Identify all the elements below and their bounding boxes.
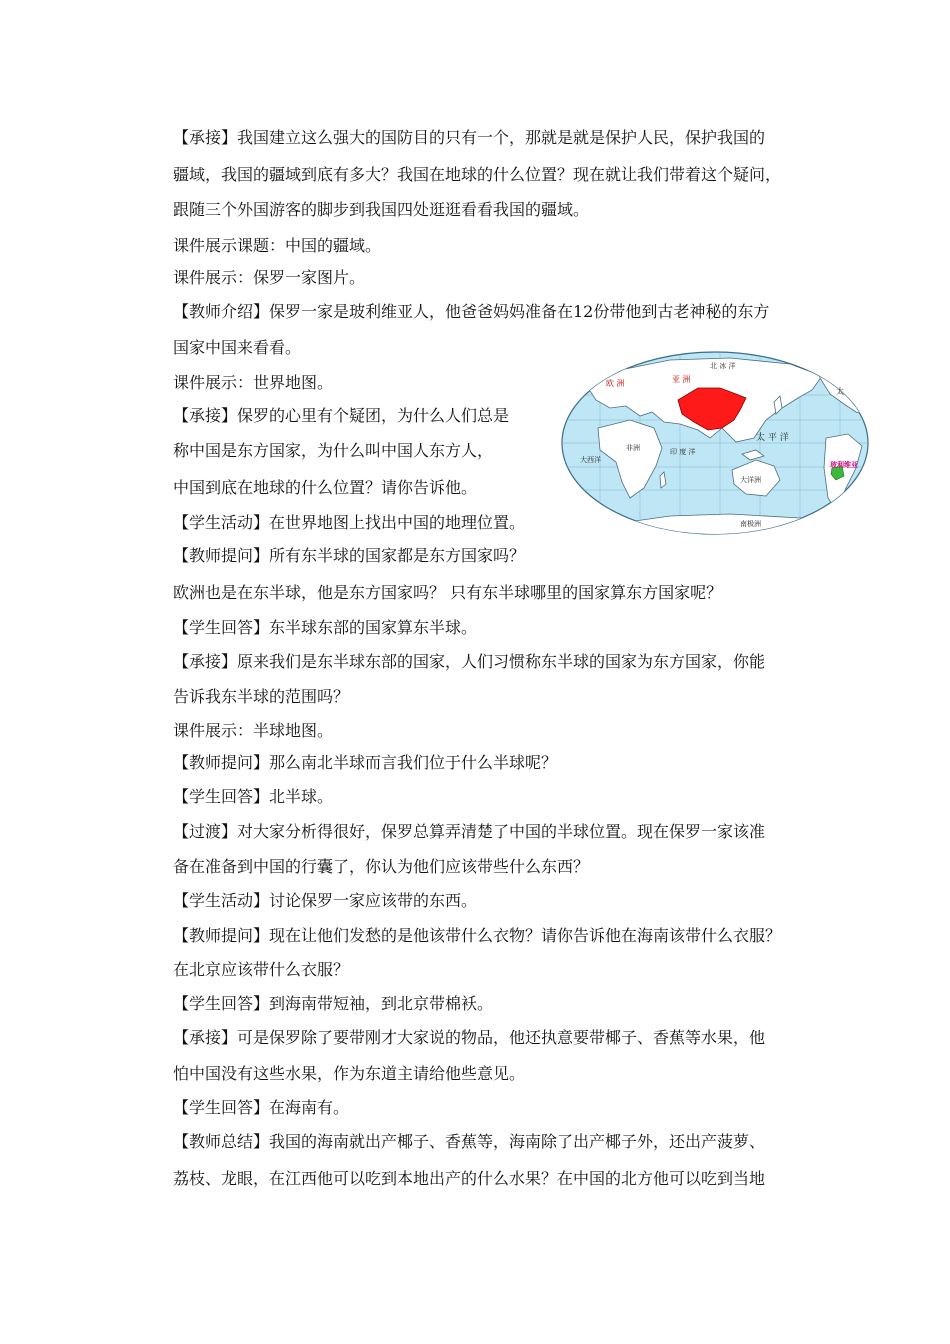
text-line: 【教师提问】那么南北半球而言我们位于什么半球呢？ [173, 753, 558, 772]
text-line: 【承接】我国建立这么强大的国防目的只有一个，那就是就是保护人民，保护我国的 [173, 128, 766, 147]
text-line: 怕中国没有这些水果，作为东道主请给他些意见。 [173, 1064, 526, 1083]
text-line: 备在准备到中国的行囊了，你认为他们应该带些什么东西？ [173, 857, 590, 876]
text-line: 【过渡】对大家分析得很好，保罗总算弄清楚了中国的半球位置。现在保罗一家该准 [173, 822, 766, 841]
text-line: 告诉我东半球的范围吗？ [173, 687, 350, 706]
label-oceania: 大洋洲 [740, 476, 761, 484]
text-line: 荔枝、龙眼，在江西他可以吃到本地出产的什么水果？在中国的北方他可以吃到当地 [173, 1169, 766, 1188]
label-asia: 亚 洲 [672, 375, 691, 384]
text-line: 【承接】原来我们是东半球东部的国家，人们习惯称东半球的国家为东方国家，你能 [173, 652, 766, 671]
text-line: 跟随三个外国游客的脚步到我国四处逛逛看看我国的疆域。 [173, 200, 590, 219]
text-line: 国家中国来看看。 [173, 338, 302, 357]
label-pacific-south: 太 平 洋 [756, 433, 789, 443]
label-pacific-north: 太 [836, 387, 844, 396]
text-line: 【学生回答】东半球东部的国家算东半球。 [173, 618, 478, 637]
world-map-svg [560, 350, 870, 536]
label-bolivia: 玻利维亚 [830, 461, 858, 469]
text-line: 【学生回答】在海南有。 [173, 1098, 350, 1117]
label-indian: 印 度 洋 [670, 448, 696, 456]
text-line: 【教师提问】所有东半球的国家都是东方国家吗？ [173, 546, 526, 565]
text-line: 称中国是东方国家，为什么叫中国人东方人， [173, 441, 494, 460]
text-line: 欧洲也是在东半球，他是东方国家吗？ 只有东半球哪里的国家算东方国家呢？ [173, 583, 723, 602]
text-line: 中国到底在地球的什么位置？请你告诉他。 [173, 478, 478, 497]
text-line: 【承接】保罗的心里有个疑团，为什么人们总是 [173, 406, 510, 425]
text-line: 课件展示课题：中国的疆域。 [173, 236, 382, 255]
text-line: 【教师提问】现在让他们发愁的是他该带什么衣物？请你告诉他在海南该带什么衣服？ [173, 926, 782, 945]
text-line: 在北京应该带什么衣服？ [173, 960, 350, 979]
text-line: 课件展示：半球地图。 [173, 721, 334, 740]
text-line: 【学生回答】到海南带短袖，到北京带棉袄。 [173, 994, 494, 1013]
label-africa: 非洲 [626, 444, 640, 452]
label-arctic: 北 冰 洋 [710, 362, 736, 370]
text-line: 【学生活动】在世界地图上找出中国的地理位置。 [173, 513, 526, 532]
text-line: 【教师总结】我国的海南就出产椰子、香蕉等，海南除了出产椰子外，还出产菠萝、 [173, 1132, 766, 1151]
text-line: 疆域，我国的疆域到底有多大？我国在地球的什么位置？现在就让我们带着这个疑问， [173, 165, 782, 184]
label-europe: 欧 洲 [606, 379, 625, 388]
text-line: 【学生活动】讨论保罗一家应该带的东西。 [173, 891, 478, 910]
label-atlantic: 大西洋 [580, 456, 601, 464]
text-line: 课件展示：保罗一家图片。 [173, 268, 366, 287]
text-line: 【承接】可是保罗除了要带刚才大家说的物品，他还执意要带椰子、香蕉等水果，他 [173, 1028, 766, 1047]
label-antarctica: 南极洲 [740, 520, 761, 528]
text-line: 【学生回答】北半球。 [173, 787, 334, 806]
text-line: 【教师介绍】保罗一家是玻利维亚人，他爸爸妈妈准备在12份带他到古老神秘的东方 [173, 302, 770, 321]
world-map [560, 350, 870, 536]
text-line: 课件展示：世界地图。 [173, 373, 334, 392]
